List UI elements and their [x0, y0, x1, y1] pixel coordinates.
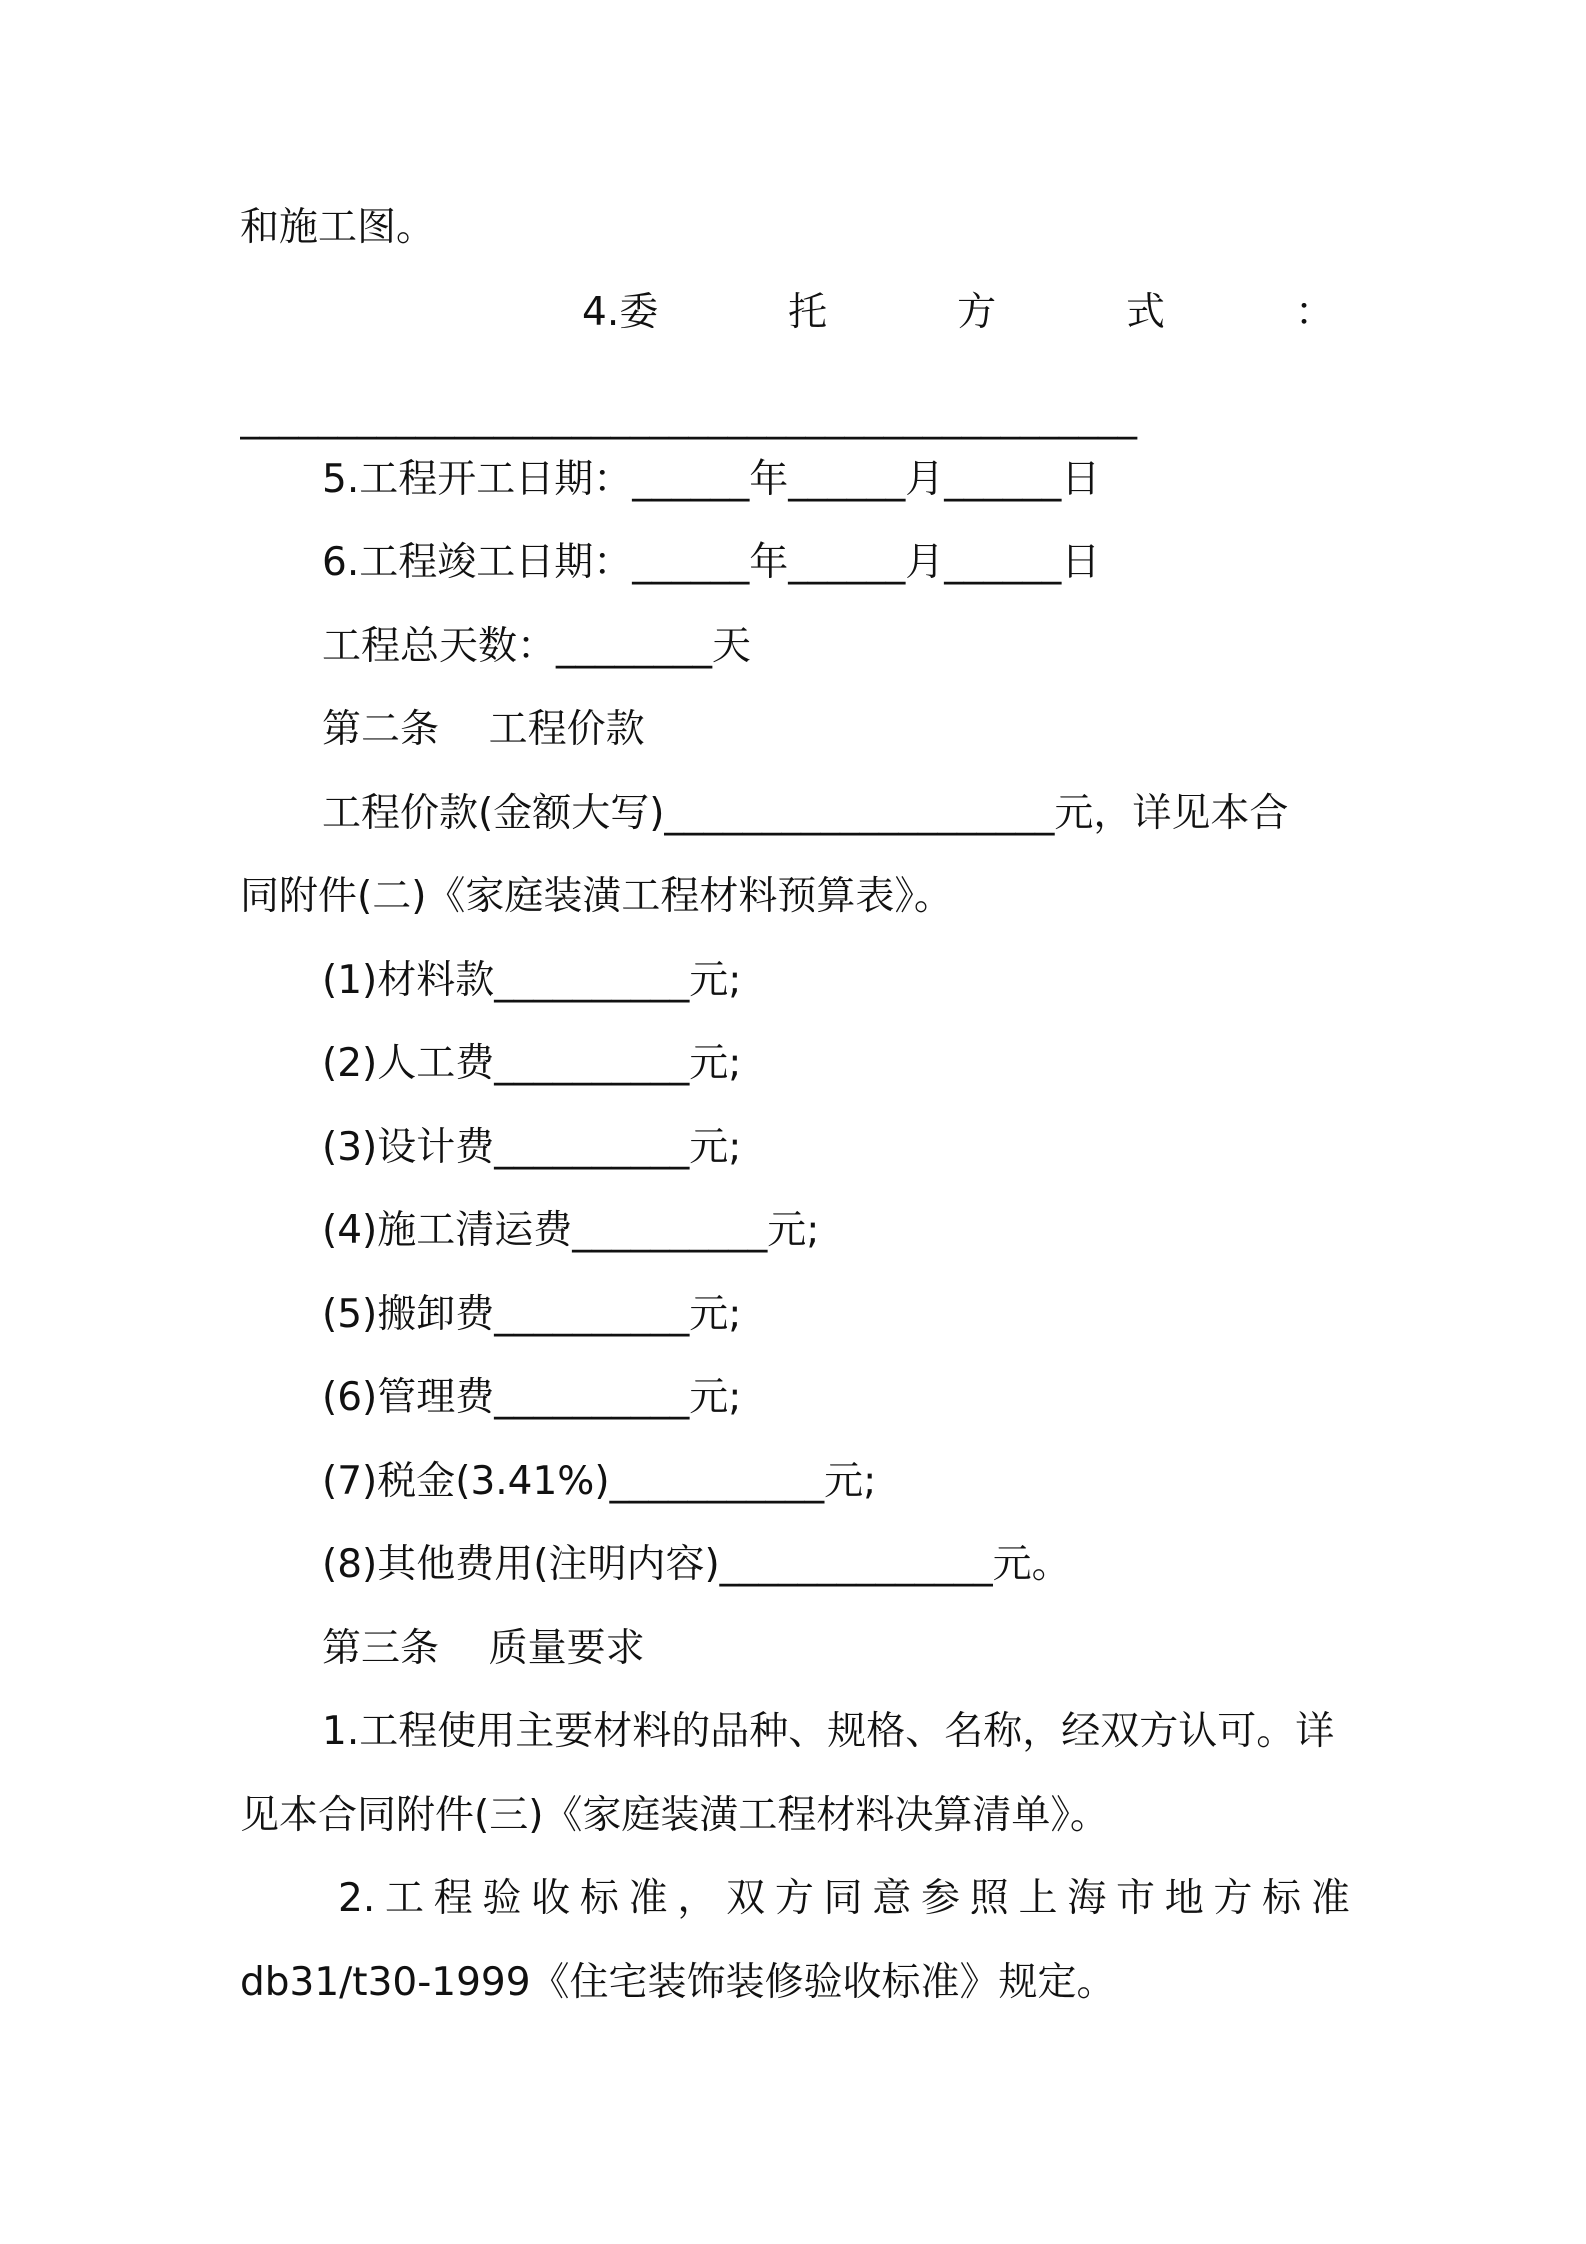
fee-item-materials: (1)材料款__________元; — [322, 958, 742, 1003]
char: 标 — [1262, 1876, 1302, 1921]
char: 准 — [1310, 1876, 1350, 1921]
heading-part: 4.委 — [582, 290, 659, 335]
fee-item-labor: (2)人工费__________元; — [322, 1041, 742, 1086]
fee-item-design: (3)设计费__________元; — [322, 1125, 742, 1170]
article-2-heading: 第二条 工程价款 — [322, 707, 645, 752]
fee-item-tax: (7)税金(3.41%)___________元; — [322, 1459, 877, 1504]
heading-part: 方 — [957, 290, 997, 335]
fee-item-other: (8)其他费用(注明内容)______________元。 — [322, 1542, 1071, 1587]
price-line-2: 同附件(二)《家庭装潢工程材料预算表》。 — [240, 874, 953, 919]
heading-part: 托 — [788, 290, 828, 335]
fee-item-moving: (5)搬卸费__________元; — [322, 1292, 742, 1337]
char: 程 — [433, 1876, 473, 1921]
start-date-line: 5.工程开工日期：______年______月______日 — [322, 457, 1101, 502]
fee-item-cleanup: (4)施工清运费__________元; — [322, 1208, 820, 1253]
article-3-heading: 第三条 质量要求 — [322, 1626, 645, 1671]
char: 参 — [921, 1876, 961, 1921]
fee-item-management: (6)管理费__________元; — [322, 1375, 742, 1420]
char: 双 — [726, 1876, 766, 1921]
quality-line-2: 见本合同附件(三)《家庭装潢工程材料决算清单》。 — [240, 1793, 1109, 1838]
char: 照 — [969, 1876, 1009, 1921]
total-days-line: 工程总天数：________天 — [322, 624, 752, 669]
char: ， — [677, 1876, 717, 1921]
char: 海 — [1067, 1876, 1107, 1921]
blank-underline: ______________________________________________ — [240, 395, 1137, 440]
heading-part: ： — [1294, 290, 1334, 335]
completion-date-line: 6.工程竣工日期：______年______月______日 — [322, 540, 1101, 585]
char: 上 — [1018, 1876, 1058, 1921]
char: 2. — [338, 1876, 376, 1921]
acceptance-standard-line-2: db31/t30-1999《住宅装饰装修验收标准》规定。 — [240, 1960, 1116, 2005]
char: 验 — [482, 1876, 522, 1921]
char: 工 — [384, 1876, 424, 1921]
char: 市 — [1115, 1876, 1155, 1921]
delegation-method-heading — [582, 288, 1334, 338]
acceptance-standard-line — [338, 1874, 1350, 1924]
price-line-1: 工程价款(金额大写)____________________元，详见本合 — [322, 791, 1289, 836]
char: 方 — [1213, 1876, 1253, 1921]
heading-part: 式 — [1126, 290, 1166, 335]
char: 准 — [628, 1876, 668, 1921]
char: 标 — [579, 1876, 619, 1921]
char: 方 — [774, 1876, 814, 1921]
text-line-1: 和施工图。 — [240, 205, 436, 250]
char: 地 — [1164, 1876, 1204, 1921]
char: 同 — [823, 1876, 863, 1921]
quality-line-1: 1.工程使用主要材料的品种、规格、名称，经双方认可。详 — [322, 1709, 1335, 1754]
char: 收 — [531, 1876, 571, 1921]
char: 意 — [872, 1876, 912, 1921]
